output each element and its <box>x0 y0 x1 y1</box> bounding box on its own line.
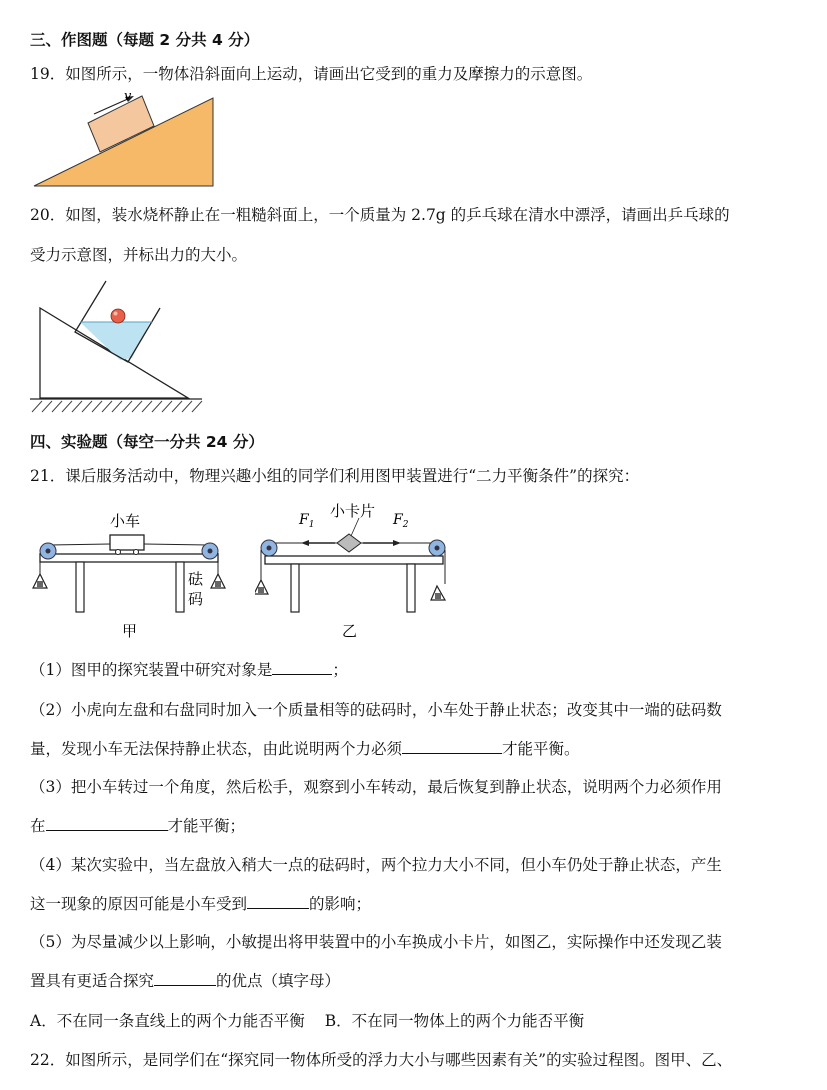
table-leg-right <box>176 562 184 612</box>
q21-p1: （1）图甲的探究装置中研究对象是 ； <box>30 661 348 679</box>
option-b: B．不在同一物体上的两个力能否平衡 <box>324 1012 585 1030</box>
q21-p5-line2: 置具有更适合探究 的优点（填字母） <box>30 972 341 990</box>
table-leg-left <box>291 564 299 612</box>
answer-blank-4[interactable] <box>247 894 309 909</box>
caption-jia: 甲 <box>122 622 138 640</box>
velocity-label: v <box>124 89 132 104</box>
string-left <box>50 544 110 545</box>
q20-line1: 20．如图，装水烧杯静止在一粗糙斜面上，一个质量为 2.7g 的乒乓球在清水中漂浮，请画出乒乓球的 <box>30 206 730 224</box>
car-wheel <box>116 550 121 555</box>
table-leg-right <box>407 564 415 612</box>
toy-car <box>110 535 144 550</box>
q21-p3-line1: （3）把小车转过一个角度，然后松手，观察到小车转动，最后恢复到静止状态，说明两个力必须作用 <box>30 778 722 796</box>
option-a: A．不在同一条直线上的两个力能否平衡 <box>30 1012 305 1030</box>
q19-incline-figure <box>30 88 220 190</box>
q21-options <box>30 1009 584 1031</box>
answer-blank-5[interactable] <box>154 971 216 986</box>
answer-blank-1[interactable] <box>272 660 332 675</box>
q21-p2-line1: （2）小虎向左盘和右盘同时加入一个质量相等的砝码时，小车处于静止状态；改变其中一端的砝码数 <box>30 701 722 719</box>
small-card <box>337 534 361 552</box>
ball-highlight <box>114 312 118 316</box>
q21-p2-line2: 量，发现小车无法保持静止状态，由此说明两个力必须 才能平衡。 <box>30 740 580 758</box>
section4-heading: 四、实验题（每空一分共 24 分） <box>30 433 264 451</box>
table-top <box>265 556 443 564</box>
q21-p3-line2: 在 才能平衡； <box>30 817 246 835</box>
answer-blank-2[interactable] <box>402 739 502 754</box>
car-wheel <box>134 550 139 555</box>
ping-pong-ball <box>111 309 125 323</box>
q20-beaker-figure <box>30 280 208 418</box>
table-leg-left <box>76 562 84 612</box>
weight-label-1: 砝 <box>188 570 204 588</box>
force-f2-label: $F_2$ <box>393 512 409 530</box>
q19-text: 19．如图所示，一物体沿斜面向上运动，请画出它受到的重力及摩擦力的示意图。 <box>30 65 593 83</box>
ground-hatching <box>32 401 202 412</box>
q21-p4-line1: （4）某次实验中，当左盘放入稍大一点的砝码时，两个拉力大小不同，但小车仍处于静止状态，产生 <box>30 856 722 874</box>
caption-yi: 乙 <box>342 622 358 640</box>
answer-blank-3[interactable] <box>46 816 168 831</box>
q22-line1: 22．如图所示，是同学们在“探究同一物体所受的浮力大小与哪些因素有关”的实验过程图。图甲、乙、 <box>30 1051 733 1069</box>
force-f1-label: $F_1$ <box>299 512 315 530</box>
q21-p5-line1: （5）为尽量减少以上影响，小敏提出将甲装置中的小车换成小卡片，如图乙，实际操作中还发现乙装 <box>30 933 722 951</box>
q21-p4-line2: 这一现象的原因可能是小车受到 的影响； <box>30 895 372 913</box>
q21-intro: 21．课后服务活动中，物理兴趣小组的同学们利用图甲装置进行“二力平衡条件”的探究： <box>30 467 640 485</box>
car-label: 小车 <box>110 512 141 530</box>
q20-line2: 受力示意图，并标出力的大小。 <box>30 246 248 264</box>
card-pointer-line <box>351 518 359 536</box>
weight-label-2: 码 <box>188 590 204 608</box>
table-top <box>40 554 218 562</box>
section3-heading: 三、作图题（每题 2 分共 4 分） <box>30 31 260 49</box>
card-label: 小卡片 <box>330 502 376 520</box>
fig-jia-car-apparatus <box>30 508 230 646</box>
fig-yi-card-apparatus <box>255 500 455 646</box>
string-right <box>144 544 208 545</box>
